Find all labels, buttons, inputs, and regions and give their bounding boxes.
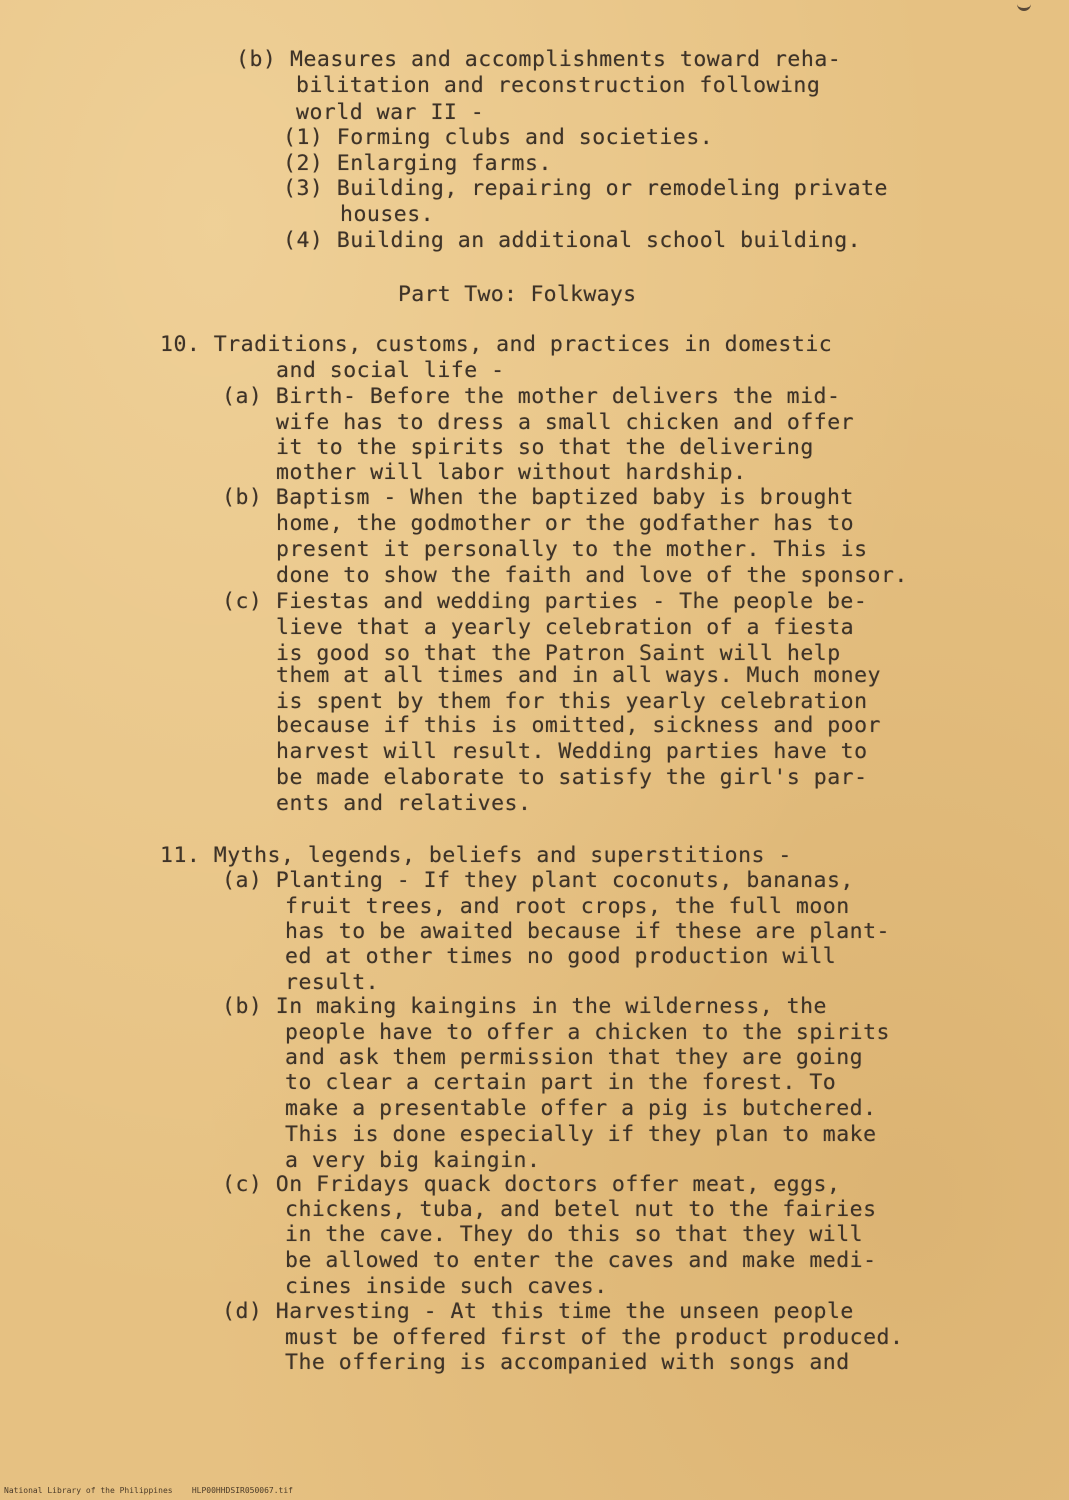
baptism-line: done to show the faith and love of the sponsor.: [276, 563, 908, 588]
planting-line: (a) Planting - If they plant coconuts, bananas,: [222, 868, 854, 893]
birth-line: it to the spirits so that the delivering: [276, 435, 814, 460]
fiesta-line: ents and relatives.: [276, 791, 532, 816]
baptism-line: (b) Baptism - When the baptized baby is brought: [222, 485, 854, 510]
fiesta-line: (c) Fiestas and wedding parties - The people be-: [222, 589, 868, 614]
part-heading: Part Two: Folkways: [398, 282, 637, 307]
harvest-line: (d) Harvesting - At this time the unseen people: [222, 1299, 854, 1324]
friday-line: in the cave. They do this so that they will: [285, 1222, 864, 1247]
page-number-mark: [1017, 0, 1031, 11]
friday-line: chickens, tuba, and betel nut to the fairies: [285, 1197, 877, 1222]
kaingin-line: and ask them permission that they are going: [285, 1045, 864, 1070]
section-10-heading-cont: and social life -: [276, 358, 505, 383]
subitem-3-cont: houses.: [340, 202, 435, 227]
planting-line: has to be awaited because if these are plant-: [285, 919, 890, 944]
archive-footer: National Library of the Philippines HLP00HHDSIR050067.tif: [4, 1486, 293, 1495]
fiesta-line: be made elaborate to satisfy the girl's par-: [276, 765, 868, 790]
birth-line: (a) Birth- Before the mother delivers the mid-: [222, 384, 841, 409]
kaingin-line: make a presentable offer a pig is butchered.: [285, 1096, 877, 1121]
item-b-label: (b): [236, 47, 277, 72]
friday-line: be allowed to enter the caves and make medi-: [285, 1248, 877, 1273]
birth-line: mother will labor without hardship.: [276, 460, 747, 485]
section-11-heading: 11. Myths, legends, beliefs and superstitions -: [160, 843, 792, 868]
fiesta-line: is good so that the Patron Saint will help: [276, 641, 841, 666]
planting-line: ed at other times no good production will: [285, 944, 837, 969]
harvest-line: must be offered first of the product produced.: [285, 1325, 904, 1350]
subitem-2: (2) Enlarging farms.: [283, 151, 552, 176]
item-b-line: world war II -: [296, 100, 485, 125]
harvest-line: The offering is accompanied with songs and: [285, 1350, 850, 1375]
baptism-line: home, the godmother or the godfather has to: [276, 511, 855, 536]
section-10-heading: 10. Traditions, customs, and practices in domestic: [160, 332, 833, 357]
fiesta-line: lieve that a yearly celebration of a fiesta: [276, 615, 855, 640]
subitem-1: (1) Forming clubs and societies.: [283, 125, 714, 150]
fiesta-line: because if this is omitted, sickness and poor: [276, 713, 881, 738]
planting-line: fruit trees, and root crops, the full moon: [285, 894, 850, 919]
fiesta-line: is spent by them for this yearly celebration: [276, 689, 868, 714]
item-b-line: Measures and accomplishments toward reha-: [290, 47, 842, 72]
fiesta-line: them at all times and in all ways. Much money: [276, 663, 881, 688]
kaingin-line: This is done especially if they plan to make: [285, 1122, 877, 1147]
kaingin-line: to clear a certain part in the forest. To: [285, 1070, 837, 1095]
item-b-line: bilitation and reconstruction following: [296, 73, 821, 98]
kaingin-line: (b) In making kaingins in the wilderness, the: [222, 994, 827, 1019]
fiesta-line: harvest will result. Wedding parties have to: [276, 739, 868, 764]
subitem-3: (3) Building, repairing or remodeling private: [283, 176, 888, 201]
friday-line: (c) On Fridays quack doctors offer meat, eggs,: [222, 1172, 841, 1197]
baptism-line: present it personally to the mother. This is: [276, 537, 868, 562]
subitem-4: (4) Building an additional school building.: [283, 228, 862, 253]
friday-line: cines inside such caves.: [285, 1274, 608, 1299]
planting-line: result.: [285, 970, 380, 995]
kaingin-line: people have to offer a chicken to the spirits: [285, 1020, 890, 1045]
kaingin-line: a very big kaingin.: [285, 1148, 541, 1173]
birth-line: wife has to dress a small chicken and offer: [276, 410, 855, 435]
